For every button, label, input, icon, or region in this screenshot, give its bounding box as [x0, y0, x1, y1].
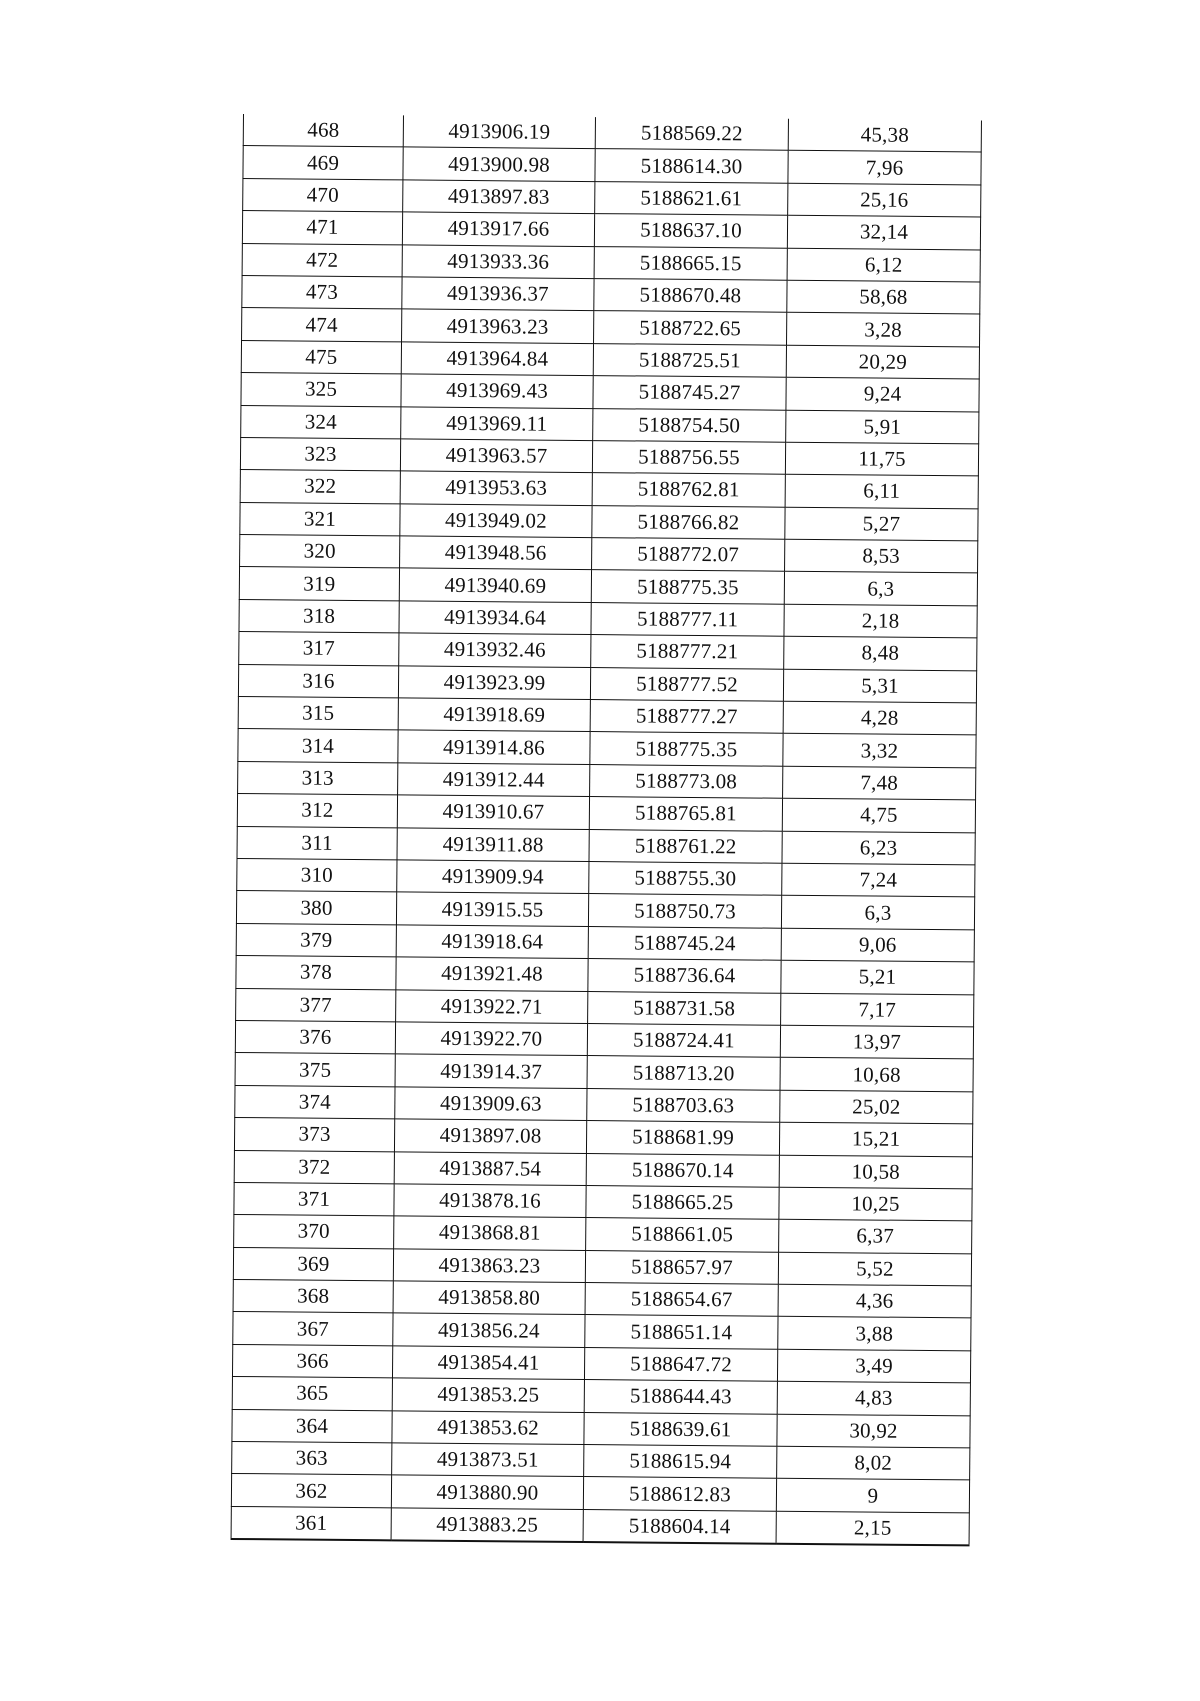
point-number-cell: 365	[232, 1377, 392, 1411]
y-coordinate-cell: 5188754.50	[593, 408, 786, 442]
distance-cell: 8,53	[785, 539, 978, 573]
y-coordinate-cell: 5188661.05	[586, 1218, 779, 1252]
x-coordinate-cell: 4913909.94	[397, 860, 589, 894]
x-coordinate-cell: 4913878.16	[394, 1184, 586, 1218]
distance-cell: 11,75	[785, 442, 978, 476]
y-coordinate-cell: 5188614.30	[595, 149, 788, 183]
point-number-cell: 474	[242, 308, 402, 342]
y-coordinate-cell: 5188762.81	[592, 473, 785, 507]
point-number-cell: 380	[236, 891, 396, 925]
table-row	[231, 1506, 969, 1545]
point-number-cell: 470	[243, 178, 403, 212]
x-coordinate-cell: 4913911.88	[397, 827, 589, 861]
y-coordinate-cell: 5188750.73	[588, 894, 781, 928]
y-coordinate-cell: 5188639.61	[584, 1412, 777, 1446]
distance-cell: 7,24	[782, 863, 975, 897]
distance-cell: 25,02	[780, 1090, 973, 1124]
point-number-cell: 315	[238, 697, 398, 731]
y-coordinate-cell: 5188777.11	[591, 602, 784, 636]
point-number-cell: 473	[242, 275, 402, 309]
x-coordinate-cell: 4913969.11	[401, 406, 593, 440]
x-coordinate-cell: 4913858.80	[393, 1281, 585, 1315]
y-coordinate-cell: 5188725.51	[593, 343, 786, 377]
x-coordinate-cell: 4913906.19	[403, 115, 595, 149]
distance-cell: 45,38	[788, 119, 981, 153]
x-coordinate-cell: 4913923.99	[398, 666, 590, 700]
distance-cell: 4,28	[783, 701, 976, 735]
y-coordinate-cell: 5188773.08	[590, 764, 783, 798]
distance-cell: 25,16	[788, 183, 981, 217]
point-number-cell: 313	[238, 761, 398, 795]
distance-cell: 8,48	[784, 636, 977, 670]
point-number-cell: 371	[234, 1182, 394, 1216]
distance-cell: 58,68	[787, 280, 980, 314]
distance-cell: 6,37	[779, 1219, 972, 1253]
y-coordinate-cell: 5188756.55	[592, 440, 785, 474]
y-coordinate-cell: 5188665.15	[594, 246, 787, 280]
point-number-cell: 475	[241, 340, 401, 374]
x-coordinate-cell: 4913969.43	[401, 374, 593, 408]
y-coordinate-cell: 5188736.64	[588, 959, 781, 993]
distance-cell: 7,17	[781, 993, 974, 1027]
distance-cell: 32,14	[787, 215, 980, 249]
distance-cell: 2,18	[784, 604, 977, 638]
point-number-cell: 367	[233, 1312, 393, 1346]
distance-cell: 10,25	[779, 1187, 972, 1221]
y-coordinate-cell: 5188745.24	[588, 926, 781, 960]
y-coordinate-cell: 5188637.10	[594, 214, 787, 248]
y-coordinate-cell: 5188670.48	[594, 279, 787, 313]
point-number-cell: 311	[237, 826, 397, 860]
y-coordinate-cell: 5188657.97	[585, 1250, 778, 1284]
x-coordinate-cell: 4913922.70	[395, 1022, 587, 1056]
y-coordinate-cell: 5188777.52	[590, 667, 783, 701]
x-coordinate-cell: 4913932.46	[399, 633, 591, 667]
distance-cell: 4,36	[778, 1284, 971, 1318]
x-coordinate-cell: 4913963.23	[402, 309, 594, 343]
x-coordinate-cell: 4913914.37	[395, 1054, 587, 1088]
y-coordinate-cell: 5188569.22	[595, 117, 788, 151]
x-coordinate-cell: 4913909.63	[395, 1087, 587, 1121]
x-coordinate-cell: 4913856.24	[393, 1313, 585, 1347]
y-coordinate-cell: 5188761.22	[589, 829, 782, 863]
x-coordinate-cell: 4913854.41	[392, 1346, 584, 1380]
point-number-cell: 318	[239, 599, 399, 633]
y-coordinate-cell: 5188681.99	[586, 1121, 779, 1155]
y-coordinate-cell: 5188777.21	[591, 635, 784, 669]
y-coordinate-cell: 5188670.14	[586, 1153, 779, 1187]
distance-cell: 8,02	[777, 1446, 970, 1480]
y-coordinate-cell: 5188665.25	[586, 1185, 779, 1219]
y-coordinate-cell: 5188647.72	[584, 1347, 777, 1381]
distance-cell: 6,3	[784, 572, 977, 606]
distance-cell: 5,31	[783, 669, 976, 703]
y-coordinate-cell: 5188604.14	[583, 1509, 776, 1544]
coordinates-table	[231, 114, 982, 1547]
x-coordinate-cell: 4913900.98	[403, 147, 595, 181]
distance-cell: 9,06	[781, 928, 974, 962]
point-number-cell: 361	[231, 1506, 391, 1540]
distance-cell: 6,3	[781, 896, 974, 930]
y-coordinate-cell: 5188731.58	[588, 991, 781, 1025]
point-number-cell: 374	[235, 1085, 395, 1119]
y-coordinate-cell: 5188703.63	[587, 1088, 780, 1122]
distance-cell: 30,92	[777, 1414, 970, 1448]
point-number-cell: 378	[236, 956, 396, 990]
point-number-cell: 379	[236, 923, 396, 957]
distance-cell: 6,11	[785, 475, 978, 509]
point-number-cell: 325	[241, 373, 401, 407]
distance-cell: 7,96	[788, 151, 981, 185]
x-coordinate-cell: 4913918.64	[396, 925, 588, 959]
distance-cell: 3,88	[778, 1317, 971, 1351]
point-number-cell: 377	[236, 988, 396, 1022]
x-coordinate-cell: 4913934.64	[399, 601, 591, 635]
distance-cell: 4,75	[782, 798, 975, 832]
x-coordinate-cell: 4913922.71	[396, 989, 588, 1023]
point-number-cell: 322	[240, 470, 400, 504]
x-coordinate-cell: 4913880.90	[391, 1475, 583, 1509]
x-coordinate-cell: 4913953.63	[400, 471, 592, 505]
x-coordinate-cell: 4913921.48	[396, 957, 588, 991]
distance-cell: 20,29	[786, 345, 979, 379]
x-coordinate-cell: 4913963.57	[400, 439, 592, 473]
y-coordinate-cell: 5188722.65	[594, 311, 787, 345]
x-coordinate-cell: 4913917.66	[402, 212, 594, 246]
y-coordinate-cell: 5188654.67	[585, 1283, 778, 1317]
y-coordinate-cell: 5188612.83	[583, 1477, 776, 1511]
point-number-cell: 324	[241, 405, 401, 439]
point-number-cell: 368	[233, 1280, 393, 1314]
point-number-cell: 373	[234, 1118, 394, 1152]
point-number-cell: 364	[232, 1409, 392, 1443]
point-number-cell: 372	[234, 1150, 394, 1184]
x-coordinate-cell: 4913918.69	[398, 698, 590, 732]
distance-cell: 7,48	[783, 766, 976, 800]
point-number-cell: 468	[243, 114, 403, 147]
y-coordinate-cell: 5188765.81	[589, 797, 782, 831]
y-coordinate-cell: 5188713.20	[587, 1056, 780, 1090]
point-number-cell: 375	[235, 1053, 395, 1087]
x-coordinate-cell: 4913868.81	[394, 1216, 586, 1250]
distance-cell: 15,21	[779, 1122, 972, 1156]
distance-cell: 5,91	[786, 410, 979, 444]
y-coordinate-cell: 5188615.94	[584, 1445, 777, 1479]
distance-cell: 4,83	[777, 1381, 970, 1415]
point-number-cell: 317	[239, 632, 399, 666]
x-coordinate-cell: 4913910.67	[397, 795, 589, 829]
x-coordinate-cell: 4913887.54	[394, 1151, 586, 1185]
distance-cell: 13,97	[780, 1025, 973, 1059]
x-coordinate-cell: 4913964.84	[401, 342, 593, 376]
x-coordinate-cell: 4913915.55	[396, 892, 588, 926]
x-coordinate-cell: 4913948.56	[400, 536, 592, 570]
point-number-cell: 321	[240, 502, 400, 536]
y-coordinate-cell: 5188775.35	[591, 570, 784, 604]
point-number-cell: 314	[238, 729, 398, 763]
x-coordinate-cell: 4913936.37	[402, 277, 594, 311]
x-coordinate-cell: 4913897.08	[394, 1119, 586, 1153]
distance-cell: 5,52	[778, 1252, 971, 1286]
point-number-cell: 469	[243, 146, 403, 180]
distance-cell: 6,12	[787, 248, 980, 282]
point-number-cell: 366	[232, 1344, 392, 1378]
distance-cell: 6,23	[782, 831, 975, 865]
y-coordinate-cell: 5188755.30	[589, 862, 782, 896]
x-coordinate-cell: 4913883.25	[391, 1508, 583, 1543]
point-number-cell: 310	[237, 858, 397, 892]
x-coordinate-cell: 4913873.51	[392, 1443, 584, 1477]
point-number-cell: 323	[240, 437, 400, 471]
x-coordinate-cell: 4913940.69	[399, 568, 591, 602]
y-coordinate-cell: 5188644.43	[584, 1380, 777, 1414]
distance-cell: 9,24	[786, 377, 979, 411]
y-coordinate-cell: 5188724.41	[587, 1023, 780, 1057]
point-number-cell: 370	[234, 1215, 394, 1249]
distance-cell: 9	[776, 1479, 969, 1513]
distance-cell: 3,49	[777, 1349, 970, 1383]
distance-cell: 5,21	[781, 960, 974, 994]
distance-cell: 3,28	[787, 313, 980, 347]
x-coordinate-cell: 4913853.25	[392, 1378, 584, 1412]
x-coordinate-cell: 4913912.44	[398, 763, 590, 797]
x-coordinate-cell: 4913863.23	[393, 1249, 585, 1283]
distance-cell: 10,58	[779, 1155, 972, 1189]
distance-cell: 3,32	[783, 734, 976, 768]
distance-cell: 2,15	[776, 1511, 969, 1546]
x-coordinate-cell: 4913853.62	[392, 1410, 584, 1444]
point-number-cell: 312	[237, 794, 397, 828]
y-coordinate-cell: 5188651.14	[585, 1315, 778, 1349]
y-coordinate-cell: 5188775.35	[590, 732, 783, 766]
point-number-cell: 362	[231, 1474, 391, 1508]
x-coordinate-cell: 4913897.83	[403, 180, 595, 214]
point-number-cell: 472	[242, 243, 402, 277]
y-coordinate-cell: 5188745.27	[593, 376, 786, 410]
distance-cell: 10,68	[780, 1058, 973, 1092]
point-number-cell: 316	[238, 664, 398, 698]
point-number-cell: 376	[235, 1020, 395, 1054]
y-coordinate-cell: 5188772.07	[592, 538, 785, 572]
x-coordinate-cell: 4913949.02	[400, 504, 592, 538]
y-coordinate-cell: 5188777.27	[590, 700, 783, 734]
point-number-cell: 369	[233, 1247, 393, 1281]
y-coordinate-cell: 5188766.82	[592, 505, 785, 539]
table-body	[231, 114, 981, 1546]
point-number-cell: 320	[240, 535, 400, 569]
distance-cell: 5,27	[785, 507, 978, 541]
point-number-cell: 319	[239, 567, 399, 601]
point-number-cell: 363	[232, 1441, 392, 1475]
x-coordinate-cell: 4913914.86	[398, 730, 590, 764]
y-coordinate-cell: 5188621.61	[595, 181, 788, 215]
x-coordinate-cell: 4913933.36	[402, 244, 594, 278]
point-number-cell: 471	[242, 211, 402, 245]
